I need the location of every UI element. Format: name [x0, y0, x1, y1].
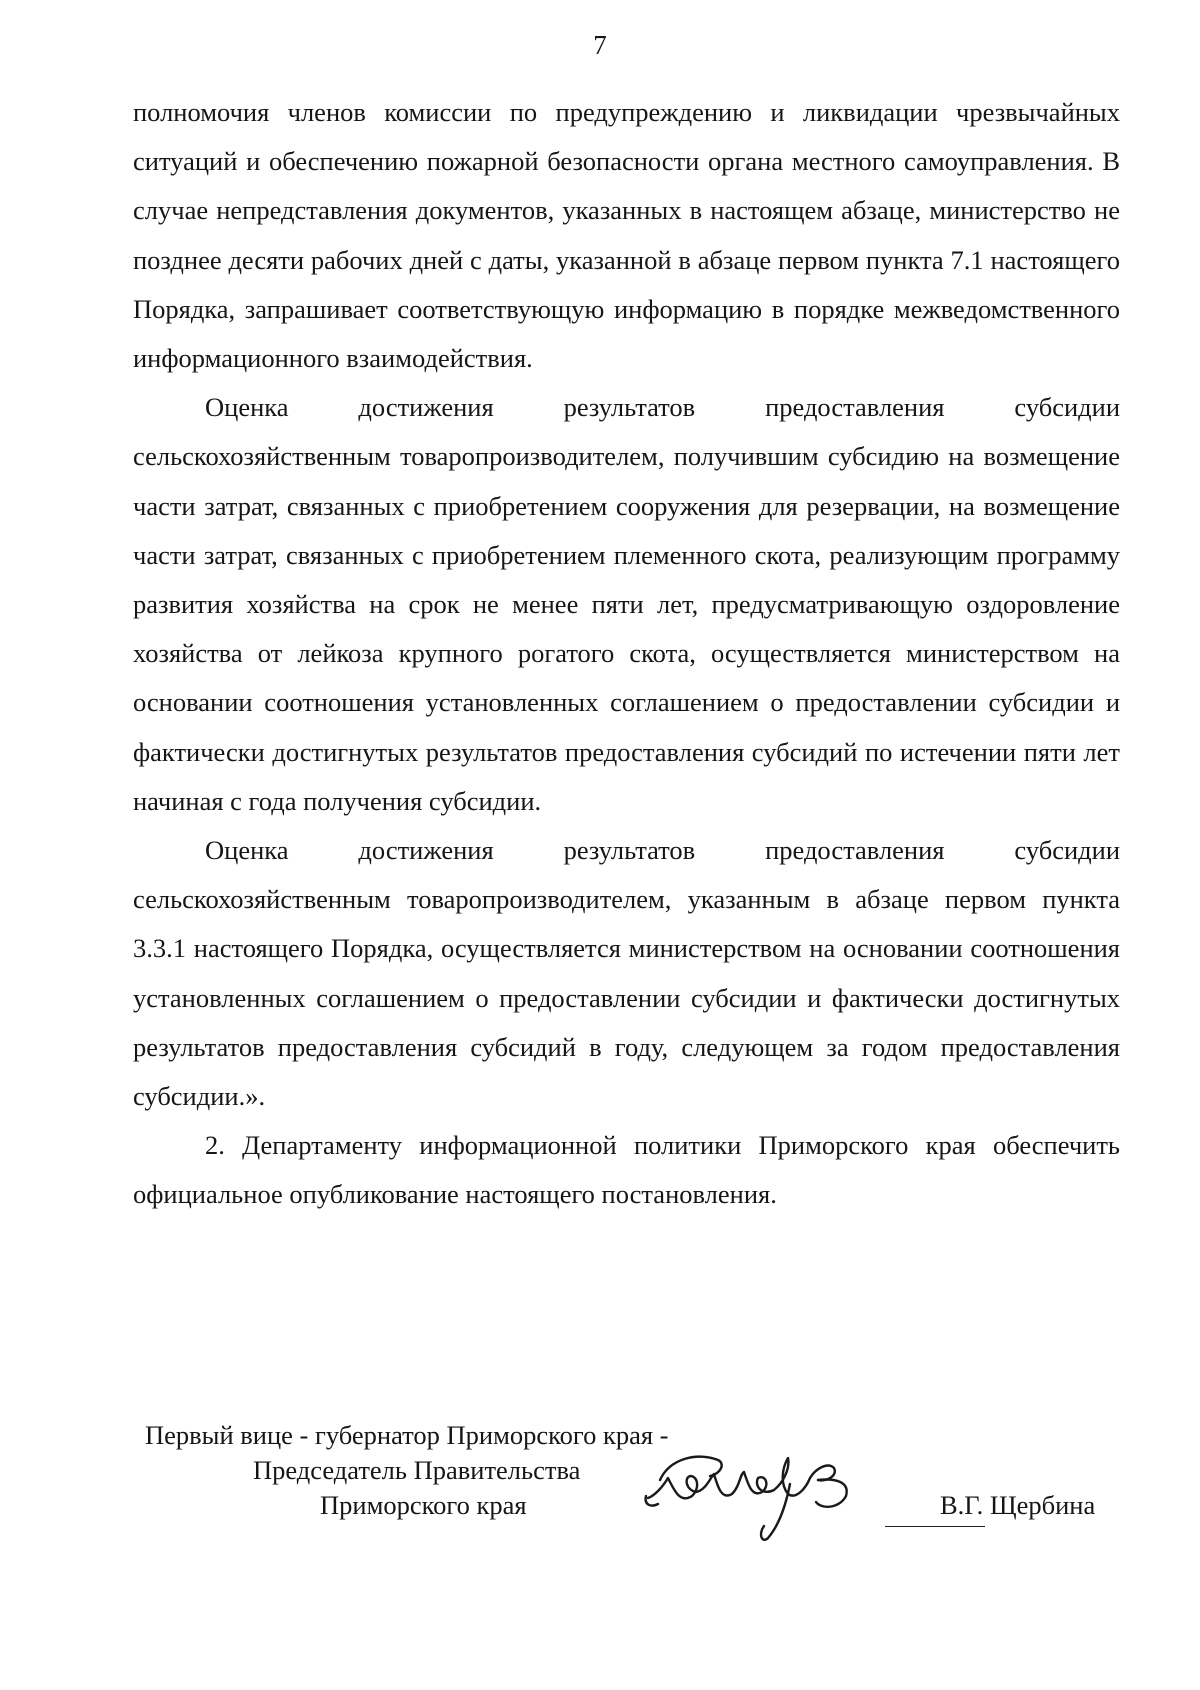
paragraph-result-evaluation-producers: Оценка достижения результатов предоставления субсидии сельскохозяйственным товаропроизводителем, указанным в абзаце первом пункта 3.3.1 настоящего Порядка, осуществляется министерством на основании соотношения установленных соглашением о предоставлении субсидии и фактически достигнутых результатов предоставления субсидий в году, следующем за годом предоставления субсидии.». [133, 835, 1120, 1112]
paragraph-continuation: полномочия членов комиссии по предупреждению и ликвидации чрезвычайных ситуаций и обеспечению пожарной безопасности органа местного самоуправления. В случае непредставления документов, указанных в настоящем абзаце, министерство не позднее десяти рабочих дней с даты, указанной в абзаце первом пункта 7.1 настоящего Порядка, запрашивает соответствующую информацию в порядке межведомственного информационного взаимодействия. [133, 97, 1120, 374]
signature-underline [885, 1526, 985, 1527]
paragraph-publication-order: 2. Департаменту информационной политики Приморского края обеспечить официальное опубликование настоящего постановления. [133, 1130, 1120, 1210]
handwritten-signature [640, 1438, 890, 1548]
signer-position-line-1: Первый вице - губернатор Приморского края - [145, 1420, 669, 1450]
paragraph-result-evaluation-breeding: Оценка достижения результатов предоставления субсидии сельскохозяйственным товаропроизводителем, получившим субсидию на возмещение части затрат, связанных с приобретением сооружения для резервации, на возмещение части затрат, связанных с приобретением племенного скота, реализующим программу развития хозяйства на срок не менее пяти лет, предусматривающую оздоровление хозяйства от лейкоза крупного рогатого скота, осуществляется министерством на основании соотношения установленных соглашением о предоставлении субсидии и фактически достигнутых результатов предоставления субсидий по истечении пяти лет начиная с года получения субсидии. [133, 392, 1120, 816]
document-body [133, 88, 1120, 1220]
page-number: 7 [593, 30, 607, 60]
signer-name: В.Г. Щербина [940, 1490, 1096, 1520]
signer-position-line-2: Председатель Правительства [253, 1455, 581, 1485]
signer-position-line-3: Приморского края [320, 1490, 527, 1520]
signature-block [0, 1418, 1200, 1548]
